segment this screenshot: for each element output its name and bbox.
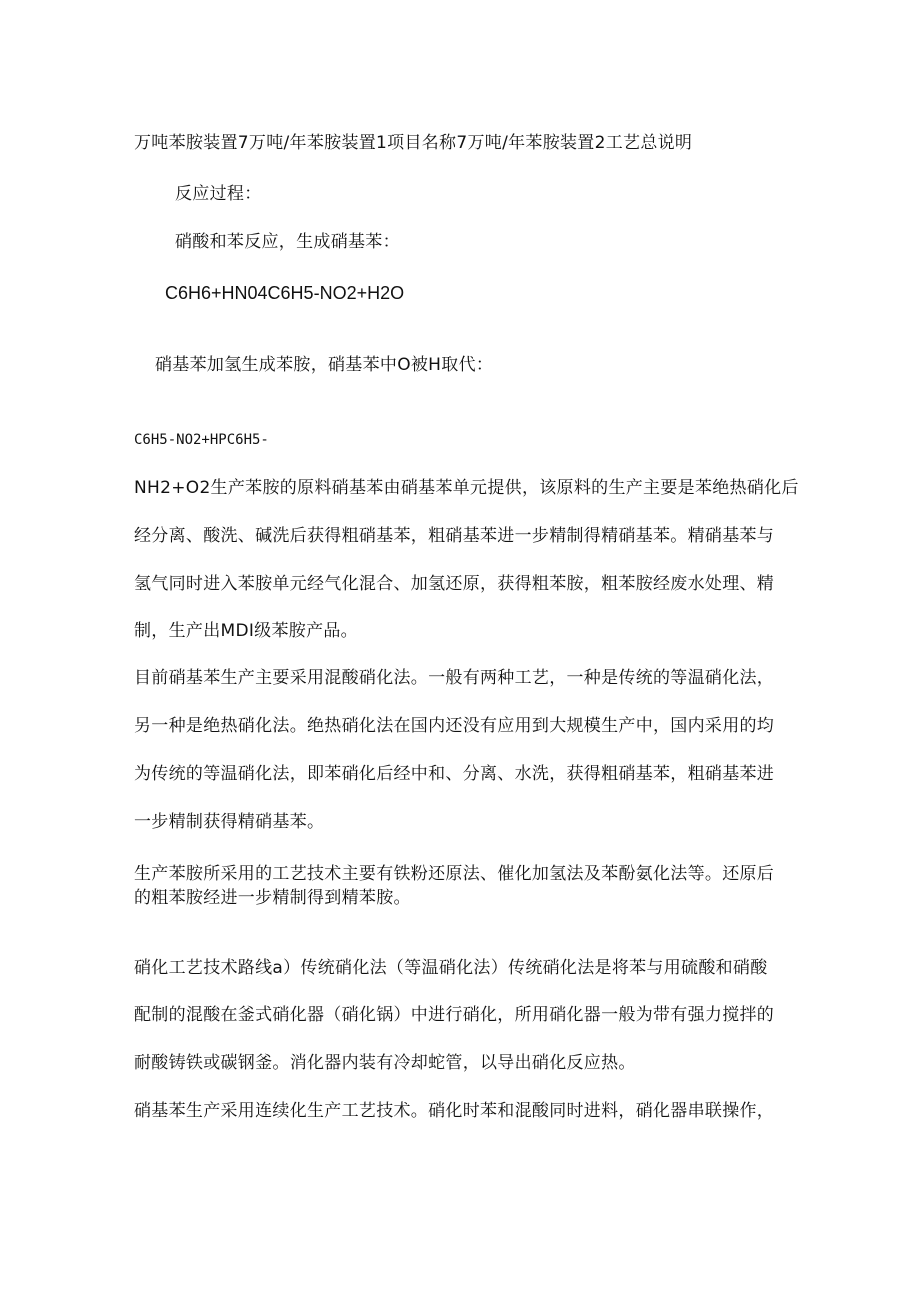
reaction-heading: 反应过程：: [175, 184, 262, 204]
paragraph-line: 硝基苯生产采用连续化生产工艺技术。硝化时苯和混酸同时进料，硝化器串联操作，: [134, 1101, 775, 1121]
paragraph-line: 制，生产出MDI级苯胺产品。: [134, 621, 358, 641]
reaction-intro: 硝酸和苯反应，生成硝基苯：: [175, 232, 400, 252]
paragraph-line: 硝化工艺技术路线a）传统硝化法（等温硝化法）传统硝化法是将苯与用硫酸和硝酸: [134, 958, 768, 978]
paragraph-line: 目前硝基苯生产主要采用混酸硝化法。一般有两种工艺，一种是传统的等温硝化法，: [134, 668, 775, 688]
equation-hydrogenation: C6H5-NO2+HPC6H5-: [134, 432, 269, 448]
paragraph-line: 氢气同时进入苯胺单元经气化混合、加氢还原，获得粗苯胺，粗苯胺经废水处理、精: [134, 574, 775, 594]
equation-nitration: C6H6+HN04C6H5-NO2+H2O: [165, 283, 405, 303]
paragraph-line: 另一种是绝热硝化法。绝热硝化法在国内还没有应用到大规模生产中，国内采用的均: [134, 716, 775, 736]
paragraph-line: 经分离、酸洗、碱洗后获得粗硝基苯，粗硝基苯进一步精制得精硝基苯。精硝基苯与: [134, 526, 775, 546]
paragraph-line: 的粗苯胺经进一步精制得到精苯胺。: [134, 888, 411, 908]
paragraph-line: 配制的混酸在釜式硝化器（硝化锅）中进行硝化，所用硝化器一般为带有强力搅拌的: [134, 1005, 775, 1025]
paragraph-line: 为传统的等温硝化法，即苯硝化后经中和、分离、水洗，获得粗硝基苯，粗硝基苯进: [134, 764, 775, 784]
paragraph-line: 生产苯胺所采用的工艺技术主要有铁粉还原法、催化加氢法及苯酚氨化法等。还原后: [134, 864, 775, 884]
paragraph-line: 一步精制获得精硝基苯。: [134, 812, 325, 832]
paragraph-line: NH2+O2生产苯胺的原料硝基苯由硝基苯单元提供，该原料的生产主要是苯绝热硝化后: [134, 478, 799, 498]
hydrogenation-intro: 硝基苯加氢生成苯胺，硝基苯中O被H取代：: [155, 355, 494, 375]
paragraph-line: 耐酸铸铁或碳钢釜。消化器内装有冷却蛇管，以导出硝化反应热。: [134, 1053, 636, 1073]
title-line: 万吨苯胺装置7万吨/年苯胺装置1项目名称7万吨/年苯胺装置2工艺总说明: [134, 133, 693, 153]
